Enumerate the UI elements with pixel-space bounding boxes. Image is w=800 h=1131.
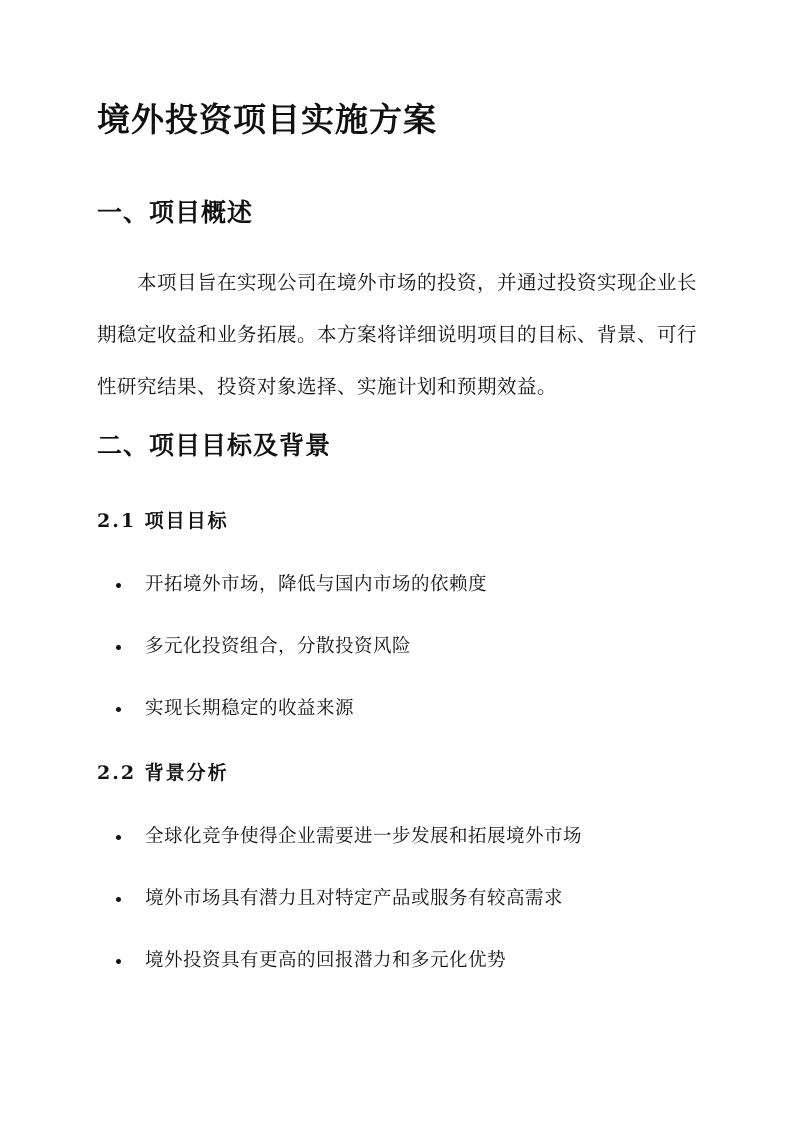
bullet-icon	[116, 645, 121, 650]
list-item-text: 实现长期稳定的收益来源	[145, 698, 355, 719]
section-heading-overview: 一、项目概述	[97, 198, 254, 227]
overview-paragraph: 本项目旨在实现公司在境外市场的投资，并通过投资实现企业长期稳定收益和业务拓展。本方案将详细说明项目的目标、背景、可行性研究结果、投资对象选择、实施计划和预期效益。	[97, 271, 698, 398]
list-item-text: 多元化投资组合，分散投资风险	[145, 636, 412, 657]
bullet-icon	[116, 959, 121, 964]
section-heading-goals-background: 二、项目目标及背景	[97, 431, 332, 460]
list-item-text: 境外投资具有更高的回报潜力和多元化优势	[145, 950, 507, 971]
bullet-icon	[116, 897, 121, 902]
list-item-text: 全球化竞争使得企业需要进一步发展和拓展境外市场	[145, 826, 583, 847]
bullet-icon	[116, 583, 121, 588]
subsection-heading-goals: 2.1 项目目标	[97, 510, 229, 532]
list-item-text: 境外市场具有潜力且对特定产品或服务有较高需求	[145, 888, 564, 909]
document-title: 境外投资项目实施方案	[97, 100, 437, 139]
bullet-icon	[116, 707, 121, 712]
list-item-text: 开拓境外市场，降低与国内市场的依赖度	[145, 574, 488, 595]
subsection-heading-background: 2.2 背景分析	[97, 762, 229, 784]
bullet-icon	[116, 835, 121, 840]
